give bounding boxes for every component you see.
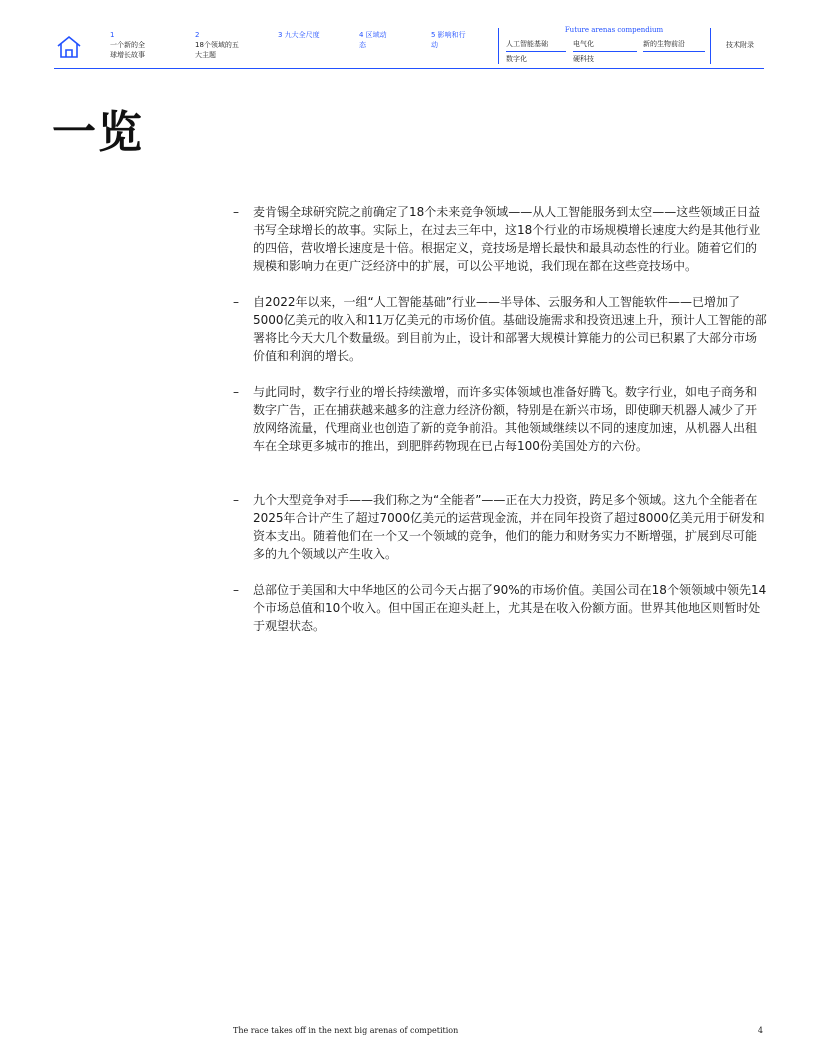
arena-link-digital[interactable]: 数字化 — [506, 55, 527, 63]
nav-section-label: 5 影响和行动 — [431, 31, 466, 49]
bullet-text: 与此同时，数字行业的增长持续激增，而许多实体领域也准备好腾飞。数字行业，如电子商务和数字广告，正在捕获越来越多的注意力经济份额，特别是在新兴市场，即使聊天机器人减少了开放网络流量，代理商业也创造了新的竞争前沿。其他领域继续以不同的速度加速，从机器人出租车在全球更多城市的推出，到肥胖药物现在已占每100份美国处方的六份。 — [253, 385, 758, 453]
nav-divider — [710, 28, 711, 64]
nav-section-number: 2 — [195, 31, 200, 39]
arena-link-ai-foundation[interactable]: 人工智能基础 — [506, 38, 566, 52]
nav-section-label: 4 区域动态 — [359, 31, 387, 49]
list-item — [233, 491, 768, 563]
bullet-text: 九个大型竞争对手——我们称之为“全能者”——正在大力投资，跨足多个领域。这九个全能者在2025年合计产生了超过7000亿美元的运营现金流，并在同年投资了超过8000亿美元用于研发和资本支出。随着他们在一个又一个领域的竞争，他们的能力和财务实力不断增强，扩展到尽可能多的九个领域以产生收入。 — [253, 493, 765, 561]
bullet-text: 总部位于美国和大中华地区的公司今天占据了90%的市场价值。美国公司在18个领领域中领先14个市场总值和10个收入。但中国正在迎头赶上，尤其是在收入份额方面。世界其他地区则暂时处于观望状态。 — [253, 583, 767, 633]
page-number: 4 — [757, 1026, 763, 1035]
page-title: 一览 — [52, 107, 144, 158]
nav-section-number: 1 — [110, 31, 115, 39]
footer-report-title: The race takes off in the next big arenas of competition — [233, 1026, 459, 1035]
arenas-title: Future arenas compendium — [564, 26, 664, 34]
nav-section-label: 3 九大全尺度 — [278, 31, 320, 39]
nav-section-5[interactable] — [431, 30, 471, 50]
nav-section-4[interactable] — [359, 30, 393, 50]
nav-section-1[interactable] — [110, 30, 150, 60]
list-item — [233, 203, 768, 275]
arena-link-electrification[interactable]: 电气化 — [573, 38, 637, 52]
nav-section-2[interactable] — [195, 30, 239, 60]
bullet-text: 麦肯锡全球研究院之前确定了18个未来竞争领域——从人工智能服务到太空——这些领域正日益书写全球增长的故事。实际上，在过去三年中，这18个行业的市场规模增长速度大约是其他行业的四倍，营收增长速度是十倍。根据定义，竞技场是增长最快和最具动态性的行业。随着它们的规模和影响力在更广泛经济中的扩展，可以公平地说，我们现在都在这些竞技场中。 — [253, 205, 761, 273]
arena-link-hard-tech[interactable]: 硬科技 — [573, 55, 594, 63]
list-item — [233, 581, 768, 635]
bullet-text: 自2022年以来，一组“人工智能基础”行业——半导体、云服务和人工智能软件——已增加了5000亿美元的收入和11万亿美元的市场价值。基础设施需求和投资迅速上升，预计人工智能的部署将比今天大几个数量级。到目前为止，设计和部署大规模计算能力的公司已积累了大部分市场价值和利润的增长。 — [253, 295, 767, 363]
bullet-marker: – — [233, 205, 239, 219]
bullet-marker: – — [233, 493, 239, 507]
nav-divider — [498, 28, 499, 64]
list-item — [233, 383, 768, 455]
top-navigation — [54, 26, 764, 69]
nav-section-label: 18个领域的五大主题 — [195, 41, 239, 59]
nav-section-3[interactable] — [278, 30, 322, 40]
nav-section-label: 一个新的全球增长故事 — [110, 41, 145, 59]
bullet-marker: – — [233, 385, 239, 399]
page-footer — [233, 1026, 763, 1035]
bullet-marker: – — [233, 295, 239, 309]
home-icon[interactable] — [56, 34, 82, 60]
list-item — [233, 293, 768, 365]
summary-bullets — [233, 203, 768, 635]
nav-appendix[interactable]: 技术附录 — [726, 41, 754, 49]
arena-link-bio-frontier[interactable]: 新的生物前沿 — [643, 38, 705, 52]
bullet-marker: – — [233, 583, 239, 597]
